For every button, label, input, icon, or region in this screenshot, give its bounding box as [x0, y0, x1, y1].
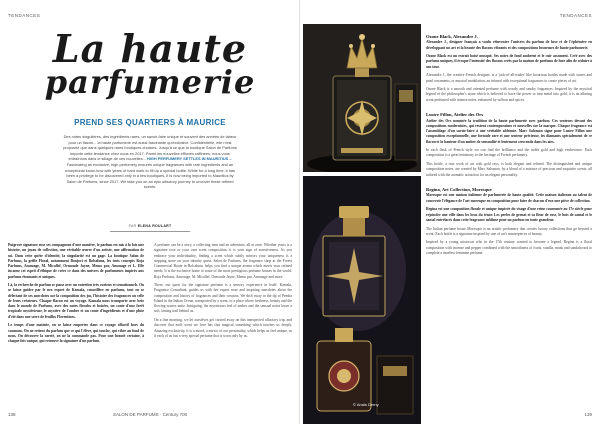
divider — [110, 231, 190, 232]
paragraph: Alexandre J., the creative French designer, is a 'jack-of-all-trades' like luxurious bottles made with stones and pearl ornaments, or musical modulation, an infused with exceptional fragrances to create pieces of art. — [426, 73, 592, 83]
paragraph: Ozone Black est un extrait boisé musqué. Ses notes de fond ambrent et le cuir assument. Créé avec des parfums uniques, il évoque l'intensité des flacons créés par la maison de parfums de luxe afin de séduire à son tour. — [426, 54, 592, 69]
paragraph: In each flask of French style we can find the brilliance and the noble gold and high exuberance. Each composition is a great testimony to the heritage of French perfumery. — [426, 148, 592, 158]
paragraph: Ozone Black is a smooth and oriented perfume with woody and smoky fragrances. Inspired by the mystical legend of the philosopher's stone which is believed to have the power to turn metal into gold, it is an alluring scent perfumed with intense notes, enhanced by saffron and spices. — [426, 87, 592, 102]
page-number-right: 139 — [584, 412, 592, 417]
perfume-bottles-illustration — [303, 176, 421, 424]
paragraph: On a fine morning, we let ourselves get carried away on this unexpected olfactory trip, and discover that each scent we love has that magical something which touches us deeply. Amazing exclusivity, it is a mood, a mirror of our personality, which helps us feel unique, as if each of us has a very special perfume that is worn only by us. — [154, 318, 292, 338]
photo-credit: © Anais Derny — [353, 402, 379, 407]
footer-publication: SALON DE PARFUMS · Century 700 — [112, 412, 188, 417]
running-header-left: TENDANCES — [8, 13, 41, 18]
intro-french: Des notes singulières, des ingrédients rares, un savoir-faire unique et souvent des années de labeur pour un flacon... la haute parfumerie est aussi fascinante qu'exclusive. Confidentielle, elle n'est proposée que dans quelques rares boutiques choisies. Jusqu'à ce que la boutique Salon de Parfums importe cette tendance chez nous en 2017. Parmi les nouvelles effluves raffinées, nous vous entraînons dans le sillage de ces nouvelles... — [63, 134, 237, 162]
article-title — [0, 26, 300, 101]
paragraph: The Italian perfume house Moresque is an artistic perfumery that creates luxury collections that go beyond a scent. Each bottle is a signature inspired by one of art's masterpieces of beauty. — [426, 226, 592, 236]
byline — [0, 224, 300, 228]
perfume-photo-atelier-des-ors — [303, 176, 421, 424]
product-heading: Lustre Fillon, Atelier des Ors — [426, 112, 484, 118]
paragraph: This bottle, a true work of art with gold rays, is both elegant and refined. The distinguished and unique composition notes, are created by Marc Salomon, by a blend of a mixture of precious and exquisite scents, all tailored with the aromatic attraction for an elegant personality. — [426, 162, 592, 177]
paragraph: Alexandre J., designer français a voulu réinventer l'univers du parfum de luxe et de l'éphémère en développant un art et la beauté des flacons vibrants et des compositions luxueuses de haute parfumerie. — [426, 40, 592, 50]
perfume-photo-alexandre-j — [303, 24, 421, 172]
intro-english-heading: HIGH PERFUMERY SETTLES IN MAURITIUS – — [147, 156, 232, 162]
article-subtitle: PREND SES QUARTIERS À MAURICE — [74, 118, 226, 127]
body-column-english — [154, 243, 292, 342]
product-descriptions — [426, 34, 592, 260]
paragraph: Là, la recherche de parfum se passe avec un entretien très curieux et sensationnels. On se laisse guider par le nez expert de Kamala, conseillère en parfums, tout en se délectant de ses anecdotes sur la composition des jus, l'histoire des fragrances ou celle de leurs créateurs. Chaque flacon est un voyage. Kamala nous transporte avec brio dans le monde de Parfums, avec des notes florales et boisées, un conte d'une forêt tropicale mystérieuse, le mystère de l'ambre et un conte d'ingrédients et d'une pluie d'été dans une serre de feuilles Florentines. — [8, 283, 144, 319]
byline-author: ELENA ROULART — [137, 224, 172, 228]
paragraph: Puigrove signature rose ses compagnons d'une manière, le parfum est mis à la fois une histoire, un joyau de collection, une véritable œuvre d'un artiste, une affirmation de soi. Dans cette quête d'identité, la singularité est un gage. La boutique Salon de Parfums, la griffe Floral, notamment Bonjovi et Bolsaluna, les trois concepts Roja Parfums, Amouage, M. Micallef, Ormonde Jayne, Memo par, Amouage et L. Elle incarne cet esprit d'éthique de créer ce dans des univers de parfumeurs inspirés aux parfums étonnants et uniques. — [8, 243, 144, 279]
title-line-2: parfumerie — [44, 63, 256, 101]
body-column-french — [8, 243, 144, 348]
byline-prefix: PAR — [128, 224, 137, 228]
paragraph: Atelier des Ors nommée la tradition de la haute parfumerie avec parfum. Ces senteurs devant des compositions modernistes, qui restent contemporaines et nouvelles sur la marque. Chaque fragrance est l'assemblage d'un savoir-faire à une véritable alchimie. Marc Salomon signe pour Lustre Fillon une composition exceptionnelle, une formule rare et une senteur précieuse, les diamants spécialement de ce flacon et la hauteur d'un ambre de sensualité et lentement crescendo dans les airs. — [426, 118, 592, 144]
intro-block — [62, 134, 238, 190]
paragraph: A perfume can be a story, a collecting item and an adventure, all at once. Whether yours is a signature rose or your own scent composition, it is your sign of assertiveness. As you embrace your individuality, finding a scent which subtly mirrors your uniqueness is a stepping stone on your identity quest. Salon de Parfums, the fragrance shop at the Forest Commercial Route in Bolsaluna, helps you find a unique aroma which meets your refined needs. It is the exclusive home to some of the most prestigious perfume houses in the world: Roja Parfums, Amouage, M. Micallef, Ormonde Jayne, Memo par, Amouage and more. — [154, 243, 292, 279]
paragraph: Inspired by a young aristocrat who in the 17th century wanted to become a legend, Regina is a floral composition with incense and pepper combined with the smoothness of fruits, vanilla, musk and sandalwood to complete a timeless feminine perfume. — [426, 240, 592, 255]
intro-english: Fascinating as exclusive, high perfumery ensures unique fragrances with rare ingredients and an exceptional know-how with years of hard work to fill up a special bottle. While for a long time, it has been a privilege to be discovered only in a few boutiques, it is now being imported to Mauritius by Salon de Parfums, since 2017. We take you on an epic olfactory journey to uncover these refined scents. — [65, 161, 235, 190]
paragraph: Le temps d'une matinée, on se laisse emporter dans ce voyage olfactif hors du commun. On ne retient du parfum que ce qui l'élève, qui touche, qui vibre au fond de nous. On découvre la rareté, on ne la commande pas. Pour une beauté certaine, à chaque fois unique, qui retrouve la signature d'un parfum. — [8, 323, 144, 344]
page-number-left: 138 — [8, 412, 16, 417]
running-header-right: TENDANCES — [559, 13, 592, 18]
paragraph: Regina est une composition florale et unique inspirée du visage d'une reine couronnée au 17e siècle pour rejoindre une ville dans les bras du ténor. Les perles de grenat et sa fleur de rose, le bois de santal et le santal entrelacés dans cette fragrance sublime pour un parfum en toute grandeur. — [426, 207, 592, 222]
paragraph: Moresque est une maison italienne de parfumerie de haute qualité. Cette maison italienne au talent de concevoir l'élégance de l'art moresque en composition pour faire de chacun d'eux une pièce de collection. — [426, 193, 592, 203]
product-heading: Regina, Art Collection, Moresque — [426, 187, 492, 193]
title-line-1: La haute — [52, 26, 248, 71]
product-heading: Ozone Black, Alexandre J. — [426, 34, 478, 39]
perfume-bottle-illustration — [303, 24, 421, 172]
paragraph: There, our quest for the signature perfume is a sensory experience in itself. Kamala, Fragrance Consultant, guides us with her expert nose and inspiring anecdotes about the composition and history of fragrances and their creators. We drift away to the tip of Pemba Island in the Indian Ocean, transported by a scent, to a place where freshness, beauty and the flowing waters unite. Intriguing, the mysterious feel of amber and the sensual notes leave a soft, lasting trail behind us. — [154, 283, 292, 314]
